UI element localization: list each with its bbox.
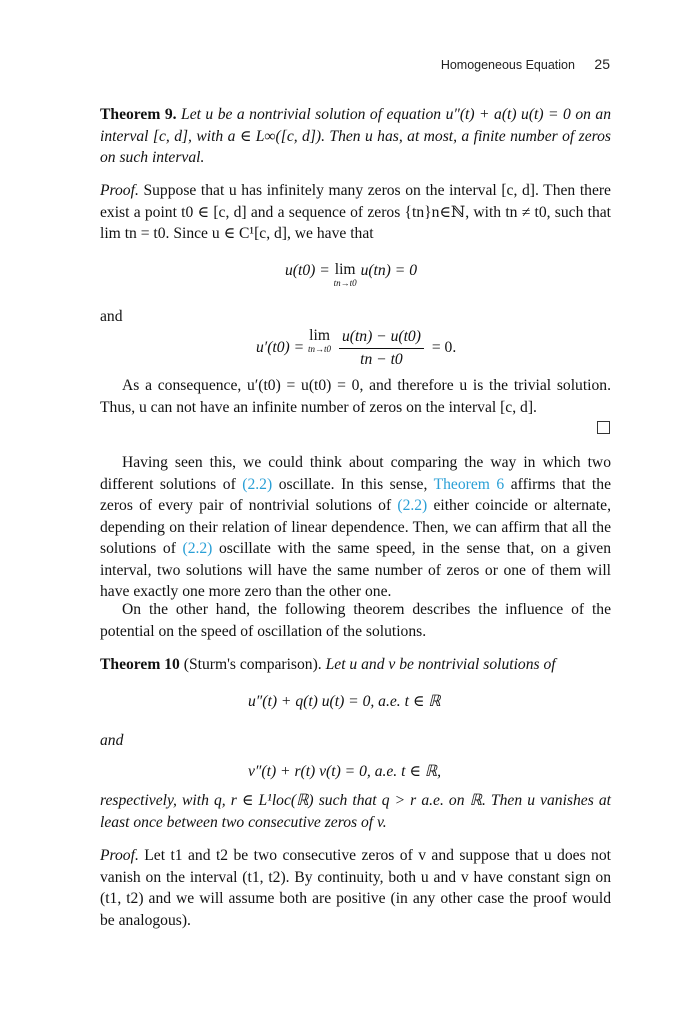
- eq2-numerator: u(tn) − u(t0): [339, 328, 424, 349]
- eq1-lim: lim: [334, 261, 356, 278]
- para1-text-1: Having seen this, we could think about comparing the way in which two different solutions of: [100, 454, 611, 493]
- ref-theorem-6-link[interactable]: Theorem 6: [433, 475, 505, 493]
- equation-1: [285, 262, 417, 288]
- theorem-10-conclusion: [100, 790, 611, 833]
- equation-4: v″(t) + r(t) v(t) = 0, a.e. t ∈ ℝ,: [248, 763, 442, 780]
- proof-2-text: Let t1 and t2 be two consecutive zeros of v and suppose that u does not vanish on the interval (t1, t2). By continuity, both u and v have constant sign on (t1, t2) and we will assume both are positive (in any other case the proof would be analogous).: [100, 847, 611, 929]
- ref-eq-2-2-link[interactable]: (2.2): [242, 475, 273, 493]
- proof-1-label: Proof.: [100, 182, 139, 199]
- theorem-9-text: Let u be a nontrivial solution of equation u″(t) + a(t) u(t) = 0 on an interval [c, d], with a ∈ L∞([c, d]). Then u has, at most, a finite number of zeros on such interval.: [100, 106, 612, 166]
- eq2-rhs: = 0.: [431, 339, 457, 357]
- eq2-lim-sub: tn→t0: [308, 344, 332, 354]
- eq2-lim: lim: [309, 327, 330, 344]
- running-header: [441, 56, 610, 72]
- equation-2: [256, 328, 456, 369]
- and-2-text: and: [100, 732, 124, 749]
- eq2-lhs: u′(t0) =: [256, 339, 309, 357]
- theorem-10: [100, 654, 611, 676]
- theorem-10-name: (Sturm's comparison).: [183, 656, 322, 673]
- consequence-text: As a consequence, u′(t0) = u(t0) = 0, and therefore u is the trivial solution. Thus, u can not have an infinite number of zeros on the interval [c, d].: [100, 377, 611, 416]
- consequence-paragraph: [100, 375, 611, 418]
- theorem-10-label: Theorem 10: [100, 656, 180, 673]
- eq2-fraction: [339, 328, 424, 369]
- eq1-lim-sub: tn→t0: [333, 278, 357, 288]
- and-1-text: and: [100, 308, 123, 325]
- para2-text: On the other hand, the following theorem describes the influence of the potential on the speed of oscillation of the solutions.: [100, 601, 611, 640]
- para1-text-4: either coincide or alternate, depending on their relation of linear dependence. Then, we can affirm that all the solutions of: [100, 497, 611, 557]
- proof-1-text: Suppose that u has infinitely many zeros on the interval [c, d]. Then there exist a point t0 ∈ [c, d] and a sequence of zeros {tn}n∈ℕ, with tn ≠ t0, such that lim tn = t0. Since u ∈ C¹[c, d], we have that: [100, 182, 611, 242]
- qed-square-icon: [597, 421, 610, 434]
- ref-eq-2-2-link[interactable]: (2.2): [397, 497, 428, 514]
- and-1: [100, 306, 611, 328]
- eq2-limit: [308, 328, 331, 354]
- theorem-10-conclusion-text: respectively, with q, r ∈ L¹loc(ℝ) such that q > r a.e. on ℝ. Then u vanishes at least once between two consecutive zeros of v.: [100, 792, 611, 831]
- paragraph-2: [100, 599, 611, 642]
- eq1-lhs: u(t0) =: [285, 262, 334, 279]
- para1-text-5: oscillate with the same speed, in the sense that, on a given interval, two solutions will have the same number of zeros or one of them will have exactly one more zero than the other one.: [100, 540, 612, 600]
- proof-1: [100, 180, 611, 245]
- paragraph-1: [100, 452, 611, 603]
- and-2: [100, 730, 611, 752]
- theorem-9-label: Theorem 9.: [100, 106, 177, 123]
- para1-text-3: affirms that the zeros of every pair of nontrivial solutions of: [100, 475, 611, 514]
- header-title: Homogeneous Equation: [440, 58, 575, 72]
- equation-3: u″(t) + q(t) u(t) = 0, a.e. t ∈ ℝ: [248, 693, 441, 710]
- eq1-limit: [334, 262, 357, 288]
- eq2-denominator: tn − t0: [360, 351, 403, 368]
- page-number: 25: [594, 56, 610, 72]
- ref-eq-2-2-link[interactable]: (2.2): [182, 540, 213, 557]
- proof-2: [100, 845, 611, 931]
- proof-2-label: Proof.: [100, 847, 139, 864]
- eq1-rhs: u(tn) = 0: [360, 262, 417, 279]
- theorem-10-text: Let u and v be nontrivial solutions of: [325, 656, 556, 673]
- theorem-9: [100, 104, 611, 169]
- para1-text-2: oscillate. In this sense,: [272, 475, 434, 493]
